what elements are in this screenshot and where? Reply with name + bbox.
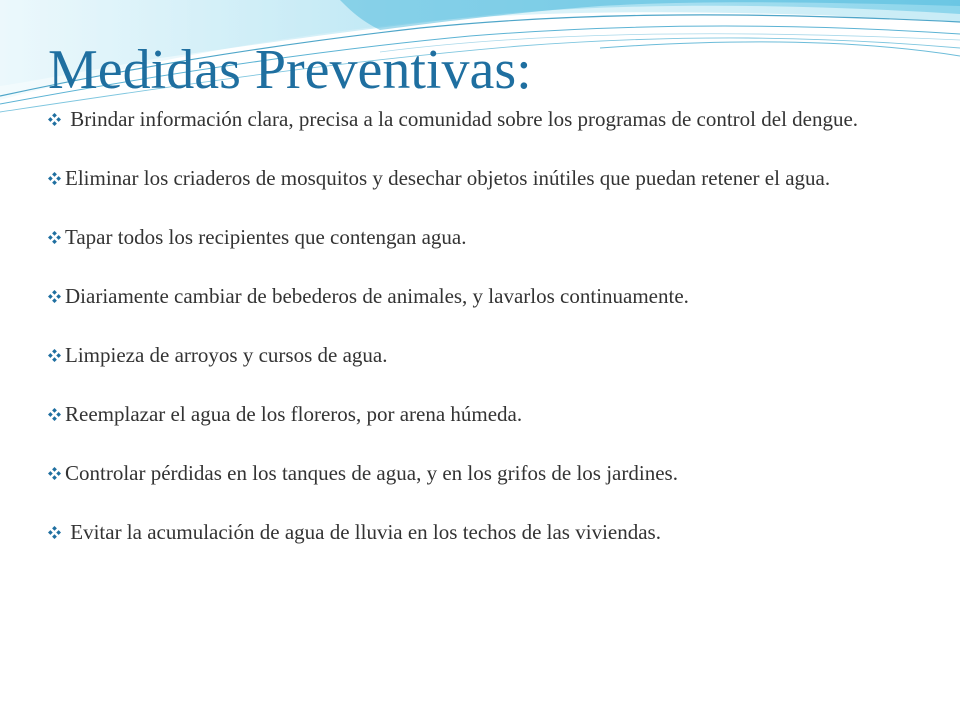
four-diamond-bullet-icon [48,290,61,303]
list-item [48,163,908,193]
slide-title: Medidas Preventivas: [48,39,532,101]
bullet-text: Brindar información clara, precisa a la comunidad sobre los programas de control del dengue. [70,107,859,131]
list-item [48,458,908,488]
four-diamond-bullet-icon [48,231,61,244]
bullet-text: Evitar la acumulación de agua de lluvia en los techos de las viviendas. [70,520,661,544]
bullet-text: Reemplazar el agua de los floreros, por arena húmeda. [65,402,523,426]
four-diamond-bullet-icon [48,113,61,126]
four-diamond-bullet-icon [48,172,61,185]
bullet-text: Diariamente cambiar de bebederos de animales, y lavarlos continuamente. [65,284,689,308]
list-item [48,399,908,429]
list-item [48,281,908,311]
bullet-list [48,104,908,547]
list-item [48,340,908,370]
bullet-text: Limpieza de arroyos y cursos de agua. [65,343,388,367]
list-item [48,517,908,547]
bullet-text: Tapar todos los recipientes que contengan agua. [65,225,467,249]
bullet-text: Controlar pérdidas en los tanques de agua, y en los grifos de los jardines. [65,461,678,485]
list-item [48,222,908,252]
bullet-text: Eliminar los criaderos de mosquitos y desechar objetos inútiles que puedan retener el agua. [65,166,831,190]
four-diamond-bullet-icon [48,526,61,539]
four-diamond-bullet-icon [48,349,61,362]
four-diamond-bullet-icon [48,408,61,421]
list-item [48,104,908,134]
four-diamond-bullet-icon [48,467,61,480]
